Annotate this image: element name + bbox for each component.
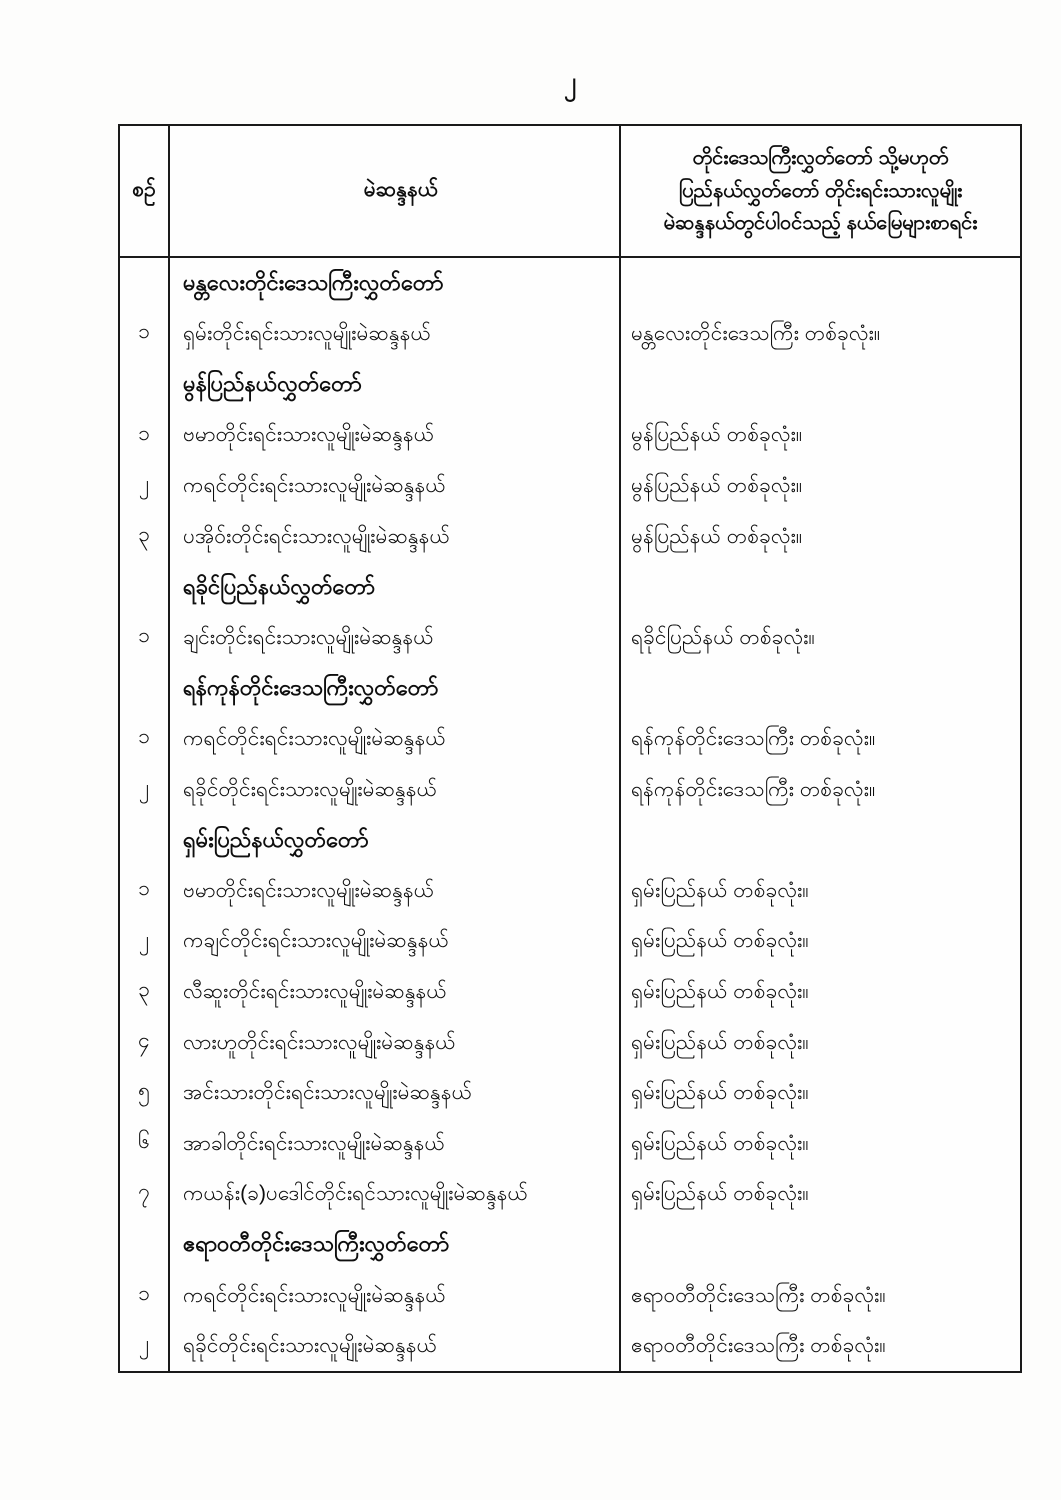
area-description: ဧရာဝတီတိုင်းဒေသကြီး တစ်ခုလုံး။ [631,1334,886,1358]
area-cell [621,865,1020,916]
section-heading: ရှမ်းပြည်နယ်လွှတ်တော် [183,826,369,852]
serial-cell [120,1017,170,1068]
area-description: ရန်ကုန်တိုင်းဒေသကြီး တစ်ခုလုံး။ [631,727,876,751]
constituency-cell [170,511,621,562]
serial-cell [120,1118,170,1169]
area-description: ရှမ်းပြည်နယ် တစ်ခုလုံး။ [631,929,809,953]
serial-number: ၂ [138,472,150,496]
constituency-name: ကချင်တိုင်းရင်းသားလူမျိုးမဲဆန္ဒနယ် [183,929,449,953]
constituency-name: ကရင်တိုင်းရင်းသားလူမျိုးမဲဆန္ဒနယ် [183,1283,446,1307]
area-description: ရှမ်းပြည်နယ် တစ်ခုလုံး။ [631,1182,809,1206]
area-description: မွန်ပြည်နယ် တစ်ခုလုံး။ [631,423,803,447]
serial-cell-empty [120,1219,170,1270]
area-cell [621,460,1020,511]
constituency-name: အာခါတိုင်းရင်းသားလူမျိုးမဲဆန္ဒနယ် [183,1131,445,1155]
serial-cell-empty [120,258,170,309]
constituency-cell [170,966,621,1017]
serial-cell [120,1270,170,1321]
area-description: ရှမ်းပြည်နယ် တစ်ခုလုံး။ [631,1131,809,1155]
area-description: ရှမ်းပြည်နယ် တစ်ခုလုံး။ [631,1030,809,1054]
constituency-name: ကယန်း(ခ)ပဒေါင်တိုင်းရင်သားလူမျိုးမဲဆန္ဒနယ် [183,1182,528,1206]
area-cell [621,1118,1020,1169]
section-row [170,562,621,613]
serial-number: ၇ [138,1180,150,1204]
serial-cell [120,865,170,916]
constituency-cell [170,1017,621,1068]
serial-cell [120,966,170,1017]
area-cell [621,309,1020,360]
area-cell [621,1270,1020,1321]
header-areas-line-2: ပြည်နယ်လွှတ်တော် တိုင်းရင်းသားလူမျိုး [678,179,963,202]
constituency-name: ပအိုဝ်းတိုင်းရင်းသားလူမျိုးမဲဆန္ဒနယ် [183,524,450,548]
serial-number: ၂ [138,1332,150,1356]
serial-number: ၄ [138,1028,150,1052]
serial-cell [120,1320,170,1371]
serial-cell [120,460,170,511]
area-description: ရှမ်းပြည်နယ် တစ်ခုလုံး။ [631,1081,809,1105]
area-cell [621,511,1020,562]
table-header-row [120,126,1020,258]
area-cell [621,1068,1020,1119]
serial-number: ၁ [138,320,150,344]
area-cell-empty [621,258,1020,309]
section-heading: ဧရာဝတီတိုင်းဒေသကြီးလွှတ်တော် [183,1231,450,1257]
constituency-name: ရခိုင်တိုင်းရင်းသားလူမျိုးမဲဆန္ဒနယ် [183,777,438,801]
area-cell [621,966,1020,1017]
constituency-cell [170,764,621,815]
constituency-cell [170,713,621,764]
area-description: မွန်ပြည်နယ် တစ်ခုလုံး။ [631,524,803,548]
serial-cell [120,511,170,562]
serial-cell-empty [120,815,170,866]
area-cell [621,1320,1020,1371]
area-description: ရှမ်းပြည်နယ် တစ်ခုလုံး။ [631,980,809,1004]
area-cell [621,764,1020,815]
serial-cell [120,1068,170,1119]
serial-cell-empty [120,663,170,714]
area-description: ဧရာဝတီတိုင်းဒေသကြီး တစ်ခုလုံး။ [631,1283,886,1307]
serial-cell-empty [120,359,170,410]
area-description: ရခိုင်ပြည်နယ် တစ်ခုလုံး။ [631,625,815,649]
constituency-name: အင်းသားတိုင်းရင်းသားလူမျိုးမဲဆန္ဒနယ် [183,1081,473,1105]
area-cell-empty [621,359,1020,410]
serial-number: ၂ [138,775,150,799]
section-heading: မွန်ပြည်နယ်လွှတ်တော် [183,371,362,397]
serial-cell [120,713,170,764]
area-cell-empty [621,1219,1020,1270]
constituency-cell [170,1169,621,1220]
serial-number: ၂ [138,927,150,951]
serial-number: ၁ [138,725,150,749]
serial-cell-empty [120,562,170,613]
area-description: မန္တလေးတိုင်းဒေသကြီး တစ်ခုလုံး။ [631,322,881,346]
section-row [170,359,621,410]
section-row [170,1219,621,1270]
constituency-name: လီဆူးတိုင်းရင်းသားလူမျိုးမဲဆန္ဒနယ် [183,980,447,1004]
section-heading: ရန်ကုန်တိုင်းဒေသကြီးလွှတ်တော် [183,674,439,700]
serial-number: ၃ [138,522,150,546]
area-description: ရှမ်းပြည်နယ် တစ်ခုလုံး။ [631,878,809,902]
section-row [170,815,621,866]
area-cell [621,1169,1020,1220]
serial-number: ၅ [138,1079,150,1103]
serial-cell [120,410,170,461]
constituency-cell [170,865,621,916]
serial-number: ၆ [138,1129,150,1153]
constituency-name: ရှမ်းတိုင်းရင်းသားလူမျိုးမဲဆန္ဒနယ် [183,322,431,346]
serial-cell [120,916,170,967]
constituency-name: ကရင်တိုင်းရင်းသားလူမျိုးမဲဆန္ဒနယ် [183,727,446,751]
constituency-name: ချင်းတိုင်းရင်းသားလူမျိုးမဲဆန္ဒနယ် [183,625,434,649]
constituency-cell [170,916,621,967]
area-cell [621,1017,1020,1068]
serial-number: ၃ [138,978,150,1002]
constituency-cell [170,1270,621,1321]
area-cell [621,410,1020,461]
area-cell-empty [621,562,1020,613]
serial-number: ၁ [138,421,150,445]
constituency-cell [170,1118,621,1169]
header-serial: စဉ် [120,126,170,256]
header-constituency: မဲဆန္ဒနယ် [170,126,621,256]
constituency-cell [170,460,621,511]
section-heading: ရခိုင်ပြည်နယ်လွှတ်တော် [183,573,375,599]
section-row [170,663,621,714]
area-description: ရန်ကုန်တိုင်းဒေသကြီး တစ်ခုလုံး။ [631,777,876,801]
area-cell [621,713,1020,764]
area-cell-empty [621,663,1020,714]
table-body [120,258,1020,1371]
serial-cell [120,612,170,663]
section-heading: မန္တလေးတိုင်းဒေသကြီးလွှတ်တော် [183,270,444,296]
constituency-cell [170,309,621,360]
section-row [170,258,621,309]
page-number: ၂ [563,68,577,96]
serial-cell [120,764,170,815]
serial-number: ၁ [138,1281,150,1305]
serial-number: ၁ [138,623,150,647]
serial-cell [120,1169,170,1220]
area-description: မွန်ပြည်နယ် တစ်ခုလုံး။ [631,474,803,498]
constituency-cell [170,1068,621,1119]
constituency-name: ဗမာတိုင်းရင်းသားလူမျိုးမဲဆန္ဒနယ် [183,878,435,902]
constituency-name: ကရင်တိုင်းရင်းသားလူမျိုးမဲဆန္ဒနယ် [183,474,446,498]
header-areas-line-1: တိုင်းဒေသကြီးလွှတ်တော် သို့မဟုတ် [692,147,949,170]
constituency-cell [170,612,621,663]
header-areas [621,126,1020,256]
area-cell [621,916,1020,967]
serial-cell [120,309,170,360]
constituency-name: ဗမာတိုင်းရင်းသားလူမျိုးမဲဆန္ဒနယ် [183,423,435,447]
constituency-cell [170,1320,621,1371]
area-cell-empty [621,815,1020,866]
constituency-name: ရခိုင်တိုင်းရင်းသားလူမျိုးမဲဆန္ဒနယ် [183,1334,438,1358]
area-cell [621,612,1020,663]
serial-number: ၁ [138,876,150,900]
constituency-table [118,124,1022,1373]
constituency-cell [170,410,621,461]
constituency-name: လားဟူတိုင်းရင်းသားလူမျိုးမဲဆန္ဒနယ် [183,1030,456,1054]
header-areas-line-3: မဲဆန္ဒနယ်တွင်ပါဝင်သည့် နယ်မြေများစာရင်း [663,212,978,235]
